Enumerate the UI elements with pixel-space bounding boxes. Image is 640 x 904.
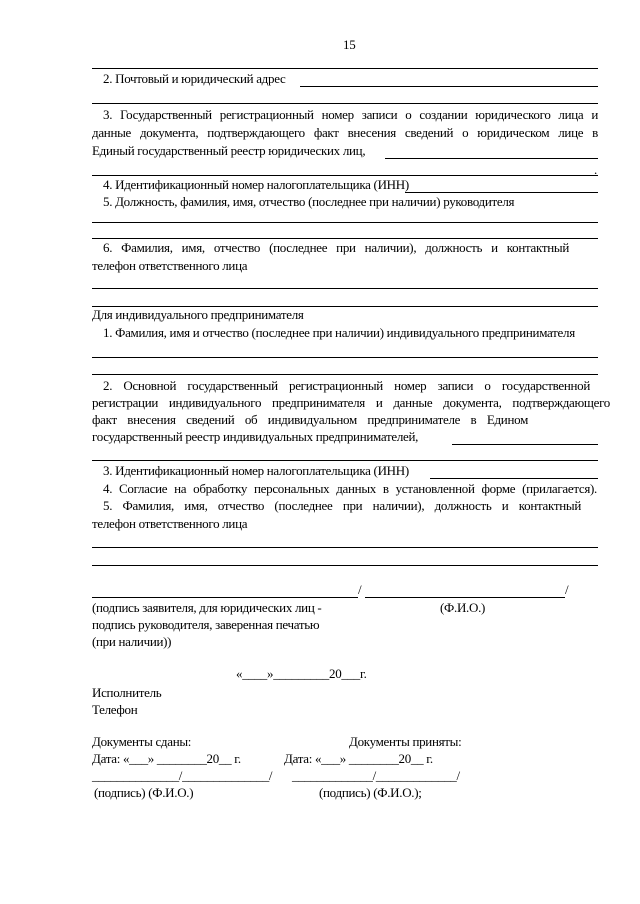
individual-item1-label: 1. Фамилия, имя и отчество (последнее при наличии) индивидуального предпринимателя — [103, 325, 575, 340]
docs-accepted-title: Документы приняты: — [349, 734, 462, 749]
legal-item3-line2: данные документа, подтверждающего факт внесения сведений о юридическом лице в — [92, 125, 598, 140]
docs-submitted-sign: ______________/______________/ — [92, 768, 273, 783]
registration-number-field-cont[interactable] — [92, 175, 598, 176]
executor-label: Исполнитель — [92, 685, 162, 700]
legal-item2-label: 2. Почтовый и юридический адрес — [103, 71, 286, 86]
docs-submitted-caption: (подпись) (Ф.И.О.) — [94, 785, 194, 800]
blank-line — [92, 103, 598, 104]
docs-accepted-sign: _____________/_____________/ — [292, 768, 460, 783]
signature-caption-line3: (при наличии)) — [92, 634, 172, 649]
individual-item5-line1: 5. Фамилия, имя, отчество (последнее при наличии), должность и контактный — [103, 498, 581, 513]
individual-item2-line1: 2. Основной государственный регистрационный номер записи о государственной — [103, 378, 590, 393]
legal-item5-label: 5. Должность, фамилия, имя, отчество (последнее при наличии) руководителя — [103, 194, 515, 209]
inn-field[interactable] — [405, 192, 598, 193]
executor-phone-label: Телефон — [92, 702, 138, 717]
individual-item4-label: 4. Согласие на обработку персональных данных в установленной форме (прилагается). — [103, 481, 597, 496]
legal-item6-line2: телефон ответственного лица — [92, 258, 248, 273]
period-mark: . — [594, 162, 597, 177]
individual-inn-field[interactable] — [430, 478, 598, 479]
page-number: 15 — [343, 37, 356, 52]
director-field-cont[interactable] — [92, 238, 598, 239]
ogrnip-field-cont[interactable] — [92, 460, 598, 461]
entrepreneur-name-field-cont[interactable] — [92, 374, 598, 375]
responsible-person-field[interactable] — [92, 288, 598, 289]
blank-line — [92, 306, 598, 307]
individual-heading: Для индивидуального предпринимателя — [92, 307, 304, 322]
docs-submitted-date: Дата: «___» ________20__ г. — [92, 751, 241, 766]
applicant-fio-field[interactable] — [365, 597, 565, 598]
signature-slash-2: / — [565, 582, 569, 597]
signature-caption-fio: (Ф.И.О.) — [440, 600, 486, 615]
entrepreneur-name-field[interactable] — [92, 357, 598, 358]
individual-responsible-field-cont[interactable] — [92, 565, 598, 566]
individual-item2-line4: государственный реестр индивидуальных предпринимателей, — [92, 429, 419, 444]
registration-number-field[interactable] — [385, 158, 598, 159]
address-field[interactable] — [300, 86, 598, 87]
docs-submitted-title: Документы сданы: — [92, 734, 192, 749]
individual-item5-line2: телефон ответственного лица — [92, 516, 248, 531]
signature-slash-1: / — [358, 582, 362, 597]
docs-accepted-date: Дата: «___» ________20__ г. — [284, 751, 433, 766]
ogrnip-field[interactable] — [452, 444, 598, 445]
legal-item4-label: 4. Идентификационный номер налогоплательщика (ИНН) — [103, 177, 409, 192]
individual-item3-label: 3. Идентификационный номер налогоплательщика (ИНН) — [103, 463, 409, 478]
blank-line — [92, 68, 598, 69]
legal-item3-line3: Единый государственный реестр юридических лиц, — [92, 143, 366, 158]
signature-date: «____»_________20___г. — [236, 666, 367, 681]
legal-item6-line1: 6. Фамилия, имя, отчество (последнее при наличии), должность и контактный — [103, 240, 569, 255]
director-field[interactable] — [92, 222, 598, 223]
applicant-signature-field[interactable] — [92, 597, 358, 598]
signature-caption-line1: (подпись заявителя, для юридических лиц - — [92, 600, 322, 615]
individual-item2-line3: факт внесения сведений об индивидуальном предпринимателе в Едином — [92, 412, 528, 427]
individual-responsible-field[interactable] — [92, 547, 598, 548]
individual-item2-line2: регистрации индивидуального предпринимателя и данные документа, подтверждающего — [92, 395, 610, 410]
docs-accepted-caption: (подпись) (Ф.И.О.); — [319, 785, 422, 800]
legal-item3-line1: 3. Государственный регистрационный номер записи о создании юридического лица и — [103, 107, 598, 122]
signature-caption-line2: подпись руководителя, заверенная печатью — [92, 617, 320, 632]
